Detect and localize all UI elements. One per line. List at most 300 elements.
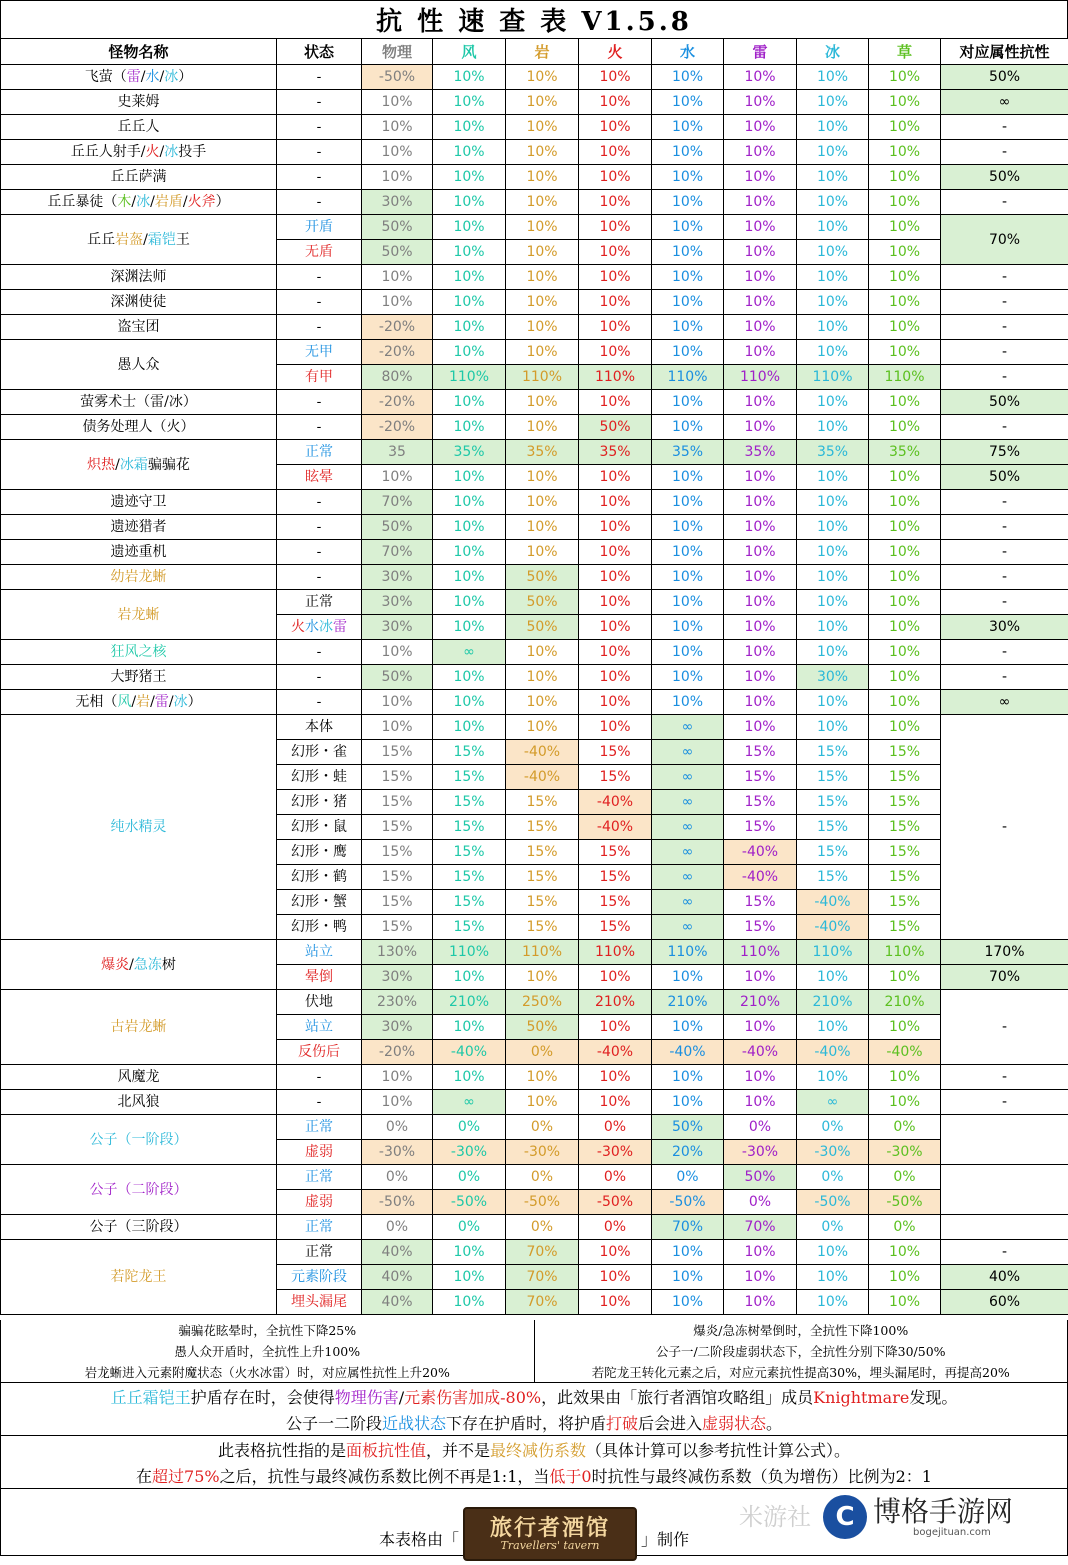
res-wind: 15% (433, 765, 506, 790)
state-cell (277, 315, 362, 340)
monster-name (1, 640, 277, 665)
state-cell (277, 690, 362, 715)
res-wind: 10% (433, 1290, 506, 1315)
table-row (1, 590, 1068, 615)
matching-resistance: - (941, 365, 1068, 390)
res-geo: 70% (506, 1265, 579, 1290)
table-row (1, 940, 1068, 965)
monster-name-seg: 风 (117, 694, 131, 710)
res-electro: 10% (724, 1015, 797, 1040)
header-cell: 冰 (797, 39, 869, 65)
matching-resistance: 50% (941, 165, 1068, 190)
monster-name-seg: 债务处理人（火） (83, 419, 195, 435)
res-electro: 10% (724, 615, 797, 640)
res-phys: 15% (362, 840, 433, 865)
res-electro: 15% (724, 790, 797, 815)
res-wind: 15% (433, 740, 506, 765)
res-cryo: 10% (797, 1265, 869, 1290)
state-seg: 正常 (305, 1219, 333, 1235)
res-pyro: -30% (579, 1140, 652, 1165)
monster-name-seg: / (160, 69, 165, 85)
monster-name (1, 1065, 277, 1090)
res-cryo: 10% (797, 1065, 869, 1090)
res-geo: 10% (506, 165, 579, 190)
res-cryo: 10% (797, 715, 869, 740)
res-dendro: -40% (869, 1040, 941, 1065)
res-wind: 10% (433, 90, 506, 115)
state-seg: 正常 (305, 1244, 333, 1260)
res-dendro: 10% (869, 115, 941, 140)
monster-name-seg: / (160, 144, 165, 160)
res-wind: 35% (433, 440, 506, 465)
res-dendro: 10% (869, 490, 941, 515)
state-cell (277, 1115, 362, 1140)
state-cell (277, 190, 362, 215)
res-hydro: 10% (652, 1290, 724, 1315)
state-cell (277, 440, 362, 465)
res-electro: 10% (724, 65, 797, 90)
res-geo: 250% (506, 990, 579, 1015)
matching-resistance: - (941, 515, 1068, 540)
state-seg: - (317, 669, 322, 685)
res-dendro: 110% (869, 365, 941, 390)
monster-name (1, 440, 277, 490)
res-wind: 0% (433, 1115, 506, 1140)
matching-resistance (941, 1215, 1068, 1240)
res-geo: 50% (506, 590, 579, 615)
res-electro: -40% (724, 865, 797, 890)
res-cryo: 35% (797, 440, 869, 465)
res-pyro: 10% (579, 490, 652, 515)
res-electro: 10% (724, 690, 797, 715)
res-dendro: 10% (869, 340, 941, 365)
res-electro: 10% (724, 90, 797, 115)
state-cell (277, 1265, 362, 1290)
note-line: 若陀龙王转化元素之后，对应元素抗性提高30%，埋头漏尾时，再提高20% (592, 1363, 1010, 1381)
state-seg: 埋头漏尾 (291, 1294, 347, 1310)
res-electro: 35% (724, 440, 797, 465)
res-phys: 50% (362, 515, 433, 540)
res-dendro: 10% (869, 1015, 941, 1040)
res-pyro: 10% (579, 465, 652, 490)
res-hydro: 20% (652, 1140, 724, 1165)
note-seg: 。 (766, 1414, 782, 1433)
res-electro: 15% (724, 890, 797, 915)
monster-name-seg: / (141, 69, 146, 85)
res-electro: -30% (724, 1140, 797, 1165)
res-wind: ∞ (433, 640, 506, 665)
res-phys: 15% (362, 790, 433, 815)
state-seg: 幻形・鸭 (291, 919, 347, 935)
res-electro: 70% (724, 1215, 797, 1240)
res-dendro: 10% (869, 640, 941, 665)
res-dendro: -30% (869, 1140, 941, 1165)
state-cell (277, 890, 362, 915)
res-electro: 10% (724, 290, 797, 315)
res-cryo: 10% (797, 190, 869, 215)
monster-name-seg: 岩盔 (115, 232, 143, 248)
matching-resistance: - (941, 665, 1068, 690)
monster-name-seg: 史莱姆 (118, 94, 160, 110)
res-wind: 10% (433, 715, 506, 740)
state-seg: - (317, 694, 322, 710)
note-seg: 在 (136, 1467, 152, 1486)
res-pyro: 10% (579, 90, 652, 115)
res-pyro: 15% (579, 865, 652, 890)
res-cryo: 10% (797, 265, 869, 290)
res-wind: 10% (433, 165, 506, 190)
res-pyro: 10% (579, 690, 652, 715)
note-seg: Knightmare (813, 1388, 909, 1407)
note-seg: 公子一二阶段 (286, 1414, 382, 1433)
res-geo: 10% (506, 490, 579, 515)
res-geo: 10% (506, 265, 579, 290)
res-dendro: 10% (869, 315, 941, 340)
res-hydro: ∞ (652, 790, 724, 815)
monster-name (1, 1215, 277, 1240)
state-seg: - (317, 144, 322, 160)
res-electro: 110% (724, 365, 797, 390)
res-hydro: 35% (652, 440, 724, 465)
res-cryo: -30% (797, 1140, 869, 1165)
res-hydro: 10% (652, 465, 724, 490)
res-phys: -30% (362, 1140, 433, 1165)
res-wind: 10% (433, 565, 506, 590)
state-cell (277, 90, 362, 115)
res-hydro: 10% (652, 1090, 724, 1115)
monster-name-seg: 投手 (178, 144, 206, 160)
res-cryo: 10% (797, 215, 869, 240)
res-electro: 10% (724, 340, 797, 365)
res-dendro: 10% (869, 140, 941, 165)
state-seg: 开盾 (305, 219, 333, 235)
matching-resistance: - (941, 1065, 1068, 1090)
matching-resistance: 50% (941, 465, 1068, 490)
res-geo: -40% (506, 740, 579, 765)
res-geo: 0% (506, 1040, 579, 1065)
res-hydro: 10% (652, 290, 724, 315)
state-seg: 有甲 (305, 369, 333, 385)
res-cryo: -40% (797, 890, 869, 915)
res-phys: 10% (362, 165, 433, 190)
monster-name-seg: 遗迹重机 (111, 544, 167, 560)
res-hydro: ∞ (652, 740, 724, 765)
res-dendro: 10% (869, 190, 941, 215)
res-dendro: 35% (869, 440, 941, 465)
res-pyro: -40% (579, 1040, 652, 1065)
res-wind: 10% (433, 615, 506, 640)
matching-resistance: 70% (941, 215, 1068, 265)
table-row (1, 1115, 1068, 1140)
res-pyro: 10% (579, 565, 652, 590)
res-geo: 10% (506, 340, 579, 365)
res-pyro: 10% (579, 115, 652, 140)
res-hydro: 10% (652, 65, 724, 90)
res-pyro: 15% (579, 915, 652, 940)
state-seg: 雷 (333, 619, 347, 635)
res-geo: 15% (506, 790, 579, 815)
note-seg: ，并不是 (426, 1441, 490, 1460)
monster-name (1, 1165, 277, 1215)
res-hydro: ∞ (652, 815, 724, 840)
res-pyro: 0% (579, 1115, 652, 1140)
monster-name-seg: 幼岩龙蜥 (111, 569, 167, 585)
res-pyro: 15% (579, 890, 652, 915)
res-phys: 50% (362, 665, 433, 690)
res-cryo: -50% (797, 1190, 869, 1215)
res-geo: 10% (506, 665, 579, 690)
monster-name (1, 565, 277, 590)
res-electro: 10% (724, 165, 797, 190)
monster-name-seg: / (150, 694, 155, 710)
note-seg: 近战状态 (382, 1414, 446, 1433)
monster-name-seg: / (115, 457, 120, 473)
res-pyro: 15% (579, 840, 652, 865)
note-panel-resistance (218, 1438, 850, 1461)
matching-resistance: - (941, 990, 1068, 1065)
res-cryo: 10% (797, 1290, 869, 1315)
res-pyro: 10% (579, 1290, 652, 1315)
note-seg: 后会进入 (638, 1414, 702, 1433)
res-wind: 210% (433, 990, 506, 1015)
res-electro: 10% (724, 565, 797, 590)
res-pyro: 50% (579, 415, 652, 440)
monster-name-seg: 公子（一阶段） (90, 1132, 188, 1148)
res-electro: 10% (724, 515, 797, 540)
res-hydro: 10% (652, 965, 724, 990)
res-cryo: 15% (797, 840, 869, 865)
monster-name-seg: 公子（二阶段） (90, 1182, 188, 1198)
res-phys: 15% (362, 865, 433, 890)
note-seg: 护盾存在时，会使得 (191, 1388, 335, 1407)
res-phys: 30% (362, 1015, 433, 1040)
monster-name-seg: 纯水精灵 (111, 819, 167, 835)
state-seg: - (317, 419, 322, 435)
note-seg: 打破 (606, 1414, 638, 1433)
monster-name (1, 340, 277, 390)
table-row (1, 115, 1068, 140)
res-cryo: 10% (797, 690, 869, 715)
res-cryo: 15% (797, 765, 869, 790)
res-hydro: 10% (652, 215, 724, 240)
res-electro: 10% (724, 640, 797, 665)
res-hydro: 0% (652, 1165, 724, 1190)
res-phys: 30% (362, 190, 433, 215)
matching-resistance: - (941, 190, 1068, 215)
res-cryo: 10% (797, 90, 869, 115)
table-row (1, 190, 1068, 215)
res-pyro: 10% (579, 540, 652, 565)
res-phys: 15% (362, 740, 433, 765)
state-seg: 伏地 (305, 994, 333, 1010)
res-phys: 30% (362, 565, 433, 590)
monster-name-seg: 萤雾术士（雷/冰） (80, 394, 197, 410)
res-cryo: 15% (797, 865, 869, 890)
res-electro: 10% (724, 965, 797, 990)
matching-resistance: - (941, 490, 1068, 515)
res-electro: -40% (724, 840, 797, 865)
res-pyro: 10% (579, 165, 652, 190)
res-hydro: 10% (652, 690, 724, 715)
header-cell: 雷 (724, 39, 797, 65)
res-dendro: 15% (869, 840, 941, 865)
monster-name (1, 665, 277, 690)
res-wind: 10% (433, 215, 506, 240)
res-phys: 10% (362, 1065, 433, 1090)
res-geo: -40% (506, 765, 579, 790)
matching-resistance: 50% (941, 390, 1068, 415)
res-electro: 15% (724, 765, 797, 790)
state-seg: - (317, 119, 322, 135)
res-geo: 15% (506, 865, 579, 890)
note-seg: ，此效果由「旅行者酒馆攻略组」成员 (541, 1388, 813, 1407)
res-hydro: 10% (652, 240, 724, 265)
res-electro: 0% (724, 1190, 797, 1215)
state-seg: 眩晕 (305, 469, 333, 485)
res-electro: 10% (724, 315, 797, 340)
state-cell (277, 590, 362, 615)
res-phys: -20% (362, 340, 433, 365)
res-electro: 10% (724, 240, 797, 265)
page-title: 抗 性 速 查 表 V1.5.8 (0, 0, 1068, 39)
res-hydro: 10% (652, 415, 724, 440)
res-cryo: 15% (797, 740, 869, 765)
res-dendro: 10% (869, 415, 941, 440)
res-phys: 10% (362, 690, 433, 715)
state-seg: 水 (305, 619, 319, 635)
header-cell: 草 (869, 39, 941, 65)
res-cryo: 10% (797, 490, 869, 515)
note-seg: 虚弱状态 (702, 1414, 766, 1433)
res-phys: -20% (362, 415, 433, 440)
res-dendro: 10% (869, 715, 941, 740)
monster-name-seg: 岩盾 (155, 194, 183, 210)
monster-name-seg: / (129, 957, 134, 973)
table-header-row (1, 39, 1068, 65)
res-hydro: 10% (652, 640, 724, 665)
notes-shield (0, 1383, 1068, 1436)
matching-resistance: 60% (941, 1290, 1068, 1315)
matching-resistance: 50% (941, 65, 1068, 90)
state-cell (277, 640, 362, 665)
res-dendro: 10% (869, 565, 941, 590)
res-cryo: 210% (797, 990, 869, 1015)
table-row (1, 315, 1068, 340)
res-hydro: 210% (652, 990, 724, 1015)
res-phys: 10% (362, 465, 433, 490)
res-wind: 10% (433, 315, 506, 340)
res-cryo: 0% (797, 1115, 869, 1140)
res-cryo: 10% (797, 590, 869, 615)
res-electro: 10% (724, 140, 797, 165)
res-electro: 10% (724, 1240, 797, 1265)
state-seg: - (317, 544, 322, 560)
res-dendro: 15% (869, 890, 941, 915)
res-dendro: 15% (869, 865, 941, 890)
note-seg: 面板抗性值 (346, 1441, 426, 1460)
header-cell: 水 (652, 39, 724, 65)
res-hydro: ∞ (652, 715, 724, 740)
state-seg: - (317, 294, 322, 310)
state-seg: 虚弱 (305, 1194, 333, 1210)
state-cell (277, 1190, 362, 1215)
res-dendro: 10% (869, 215, 941, 240)
monster-name (1, 315, 277, 340)
state-cell (277, 715, 362, 740)
res-hydro: 110% (652, 365, 724, 390)
res-phys: 50% (362, 240, 433, 265)
monster-name (1, 390, 277, 415)
state-seg: 本体 (305, 719, 333, 735)
res-geo: 110% (506, 940, 579, 965)
res-phys: 50% (362, 215, 433, 240)
header-cell: 风 (433, 39, 506, 65)
res-wind: 10% (433, 665, 506, 690)
res-electro: 10% (724, 115, 797, 140)
monster-name-seg: 冰 (174, 694, 188, 710)
res-dendro: 10% (869, 1265, 941, 1290)
res-cryo: 10% (797, 565, 869, 590)
res-phys: -20% (362, 390, 433, 415)
state-cell (277, 265, 362, 290)
res-geo: 50% (506, 615, 579, 640)
monster-name-seg: 狂风之核 (111, 644, 167, 660)
note-resistance-ratio (136, 1464, 932, 1487)
res-wind: 10% (433, 1240, 506, 1265)
monster-name-seg: 木 (117, 194, 131, 210)
res-electro: 10% (724, 265, 797, 290)
matching-resistance: 75% (941, 440, 1068, 465)
res-dendro: 10% (869, 1290, 941, 1315)
res-pyro: 10% (579, 390, 652, 415)
state-seg: 冰 (319, 619, 333, 635)
res-dendro: -50% (869, 1190, 941, 1215)
monster-name-seg: ） (188, 694, 202, 710)
res-pyro: 10% (579, 190, 652, 215)
monster-name-seg: 丘丘人 (118, 119, 160, 135)
res-cryo: 30% (797, 665, 869, 690)
matching-resistance: - (941, 340, 1068, 365)
matching-resistance: - (941, 1090, 1068, 1115)
monster-name-seg: ） (216, 194, 230, 210)
monster-name (1, 540, 277, 565)
table-row (1, 340, 1068, 365)
res-pyro: 10% (579, 65, 652, 90)
res-cryo: 10% (797, 240, 869, 265)
matching-resistance: - (941, 715, 1068, 940)
res-wind: 15% (433, 815, 506, 840)
table-row (1, 715, 1068, 740)
matching-resistance: - (941, 640, 1068, 665)
header-cell: 火 (579, 39, 652, 65)
matching-resistance: - (941, 1240, 1068, 1265)
monster-name-seg: 遗迹猎者 (111, 519, 167, 535)
res-wind: -40% (433, 1040, 506, 1065)
res-dendro: 10% (869, 1065, 941, 1090)
res-pyro: 10% (579, 1240, 652, 1265)
res-hydro: 110% (652, 940, 724, 965)
monster-name-seg: 公子（三阶段） (90, 1219, 188, 1235)
table-row (1, 415, 1068, 440)
res-wind: 10% (433, 465, 506, 490)
note-seg: 低于0 (549, 1467, 591, 1486)
res-wind: 0% (433, 1215, 506, 1240)
res-phys: 35 (362, 440, 433, 465)
monster-name (1, 715, 277, 940)
res-geo: 10% (506, 540, 579, 565)
res-cryo: 10% (797, 115, 869, 140)
matching-resistance: ∞ (941, 690, 1068, 715)
